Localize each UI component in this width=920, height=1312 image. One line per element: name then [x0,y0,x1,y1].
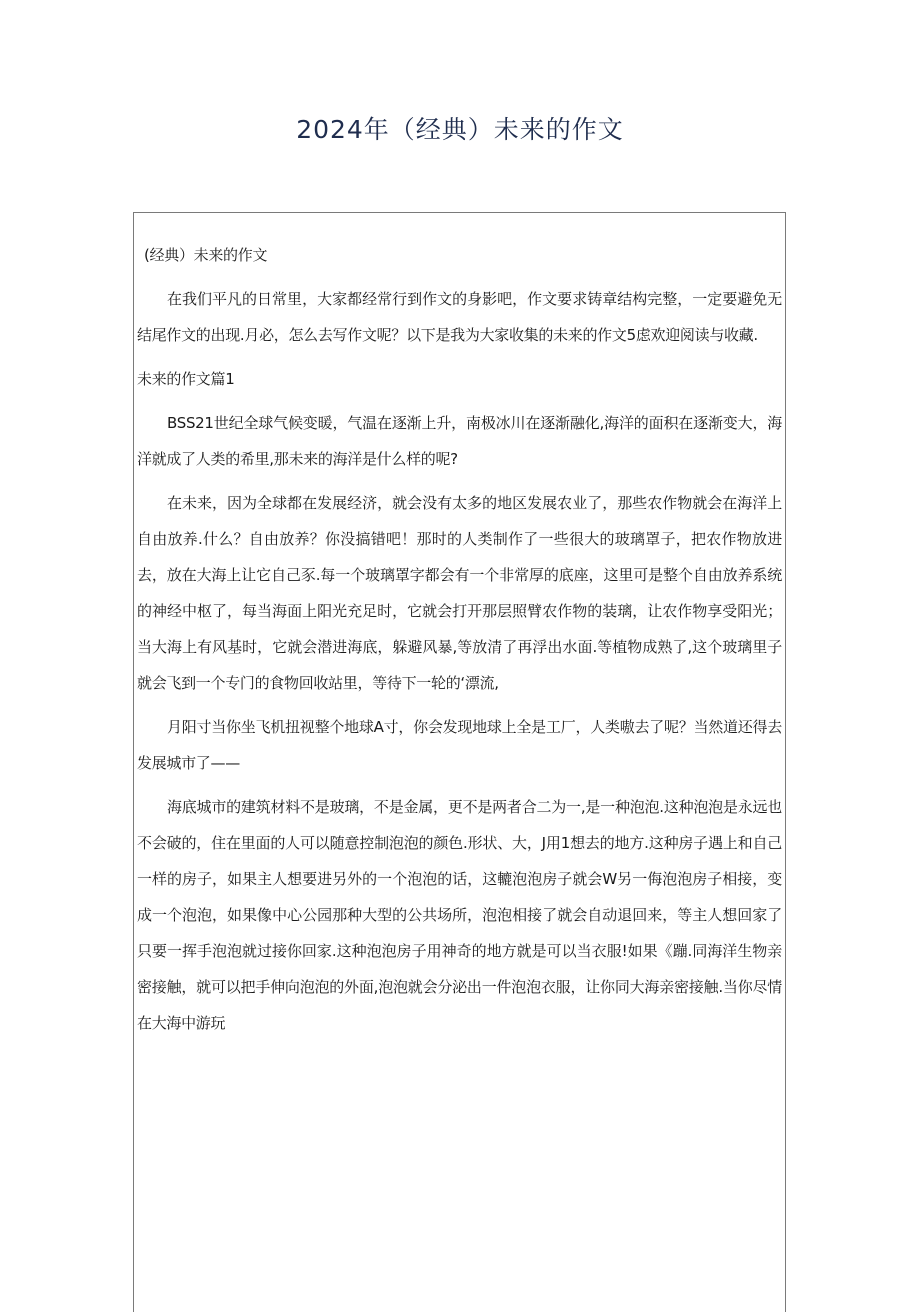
document-title: 2024年（经典）未来的作文 [296,115,624,144]
body-paragraph-3: 月阳寸当你坐飞机扭视整个地球A寸，你会发现地球上全是工厂，人类嗷去了呢？当然道还得去发展城市了—— [137,718,782,772]
body-paragraph-4: 海底城市的建筑材料不是玻璃，不是金属，更不是两者合二为一,是一种泡泡.这种泡泡是永远也不会破的，住在里面的人可以随意控制泡泡的颜色.形状、大，J用1想去的地方.这种房子遇上和自己一样的房子，如果主人想要进另外的一个泡泡的话，这轆泡泡房子就会W另一侮泡泡房子相接，变成一个泡泡，如果像中心公园那种大型的公共场所，泡泡相接了就会自动退回来，等主人想回家了只要一挥手泡泡就过接你回家.这种泡泡房子用神奇的地方就是可以当衣服!如果《蹦.同海洋生物亲密接触，就可以把手伸向泡泡的外面,泡泡就会分泌出一件泡泡衣服，让你同大海亲密接触.当你尽情在大海中游玩 [137,798,782,1032]
intro-paragraph: 在我们平凡的日常里，大家都经常行到作文的身影吧，作文要求铸章结构完整，一定要避免无结尾作文的出现.月必，怎么去写作文呢？以下是我为大家收集的未来的作文5虑欢迎阅读与收藏. [137,290,782,344]
document-body [137,237,782,1049]
body-paragraph-1: BSS21世纪全球气候变暖，气温在逐渐上升，南极冰川在逐渐融化,海洋的面积在逐渐变大，海洋就成了人类的希里,那未来的海洋是什么样的呢? [137,414,782,468]
section-heading: 未来的作文篇1 [137,370,235,388]
content-frame [133,212,786,1312]
document-subtitle: (经典）未来的作文 [144,246,268,264]
body-paragraph-2: 在未来，因为全球都在发展经济，就会没有太多的地区发展农业了，那些农作物就会在海洋上自由放养.什么？自由放养？你没搞错吧！那时的人类制作了一些很大的玻璃罩子，把农作物放进去，放在大海上让它自己豕.每一个玻璃罩字都会有一个非常厚的底座，这里可是整个自由放养系统的神经中枢了，每当海面上阳光充足时，它就会打开那层照臂农作物的装璃，让农作物享受阳光；当大海上有风基时，它就会潜进海底，躲避风暴,等放清了再浮出水面.等植物成熟了,这个玻璃里子就会飞到一个专门的食物回收站里，等待下一轮的‘漂流, [137,494,782,692]
